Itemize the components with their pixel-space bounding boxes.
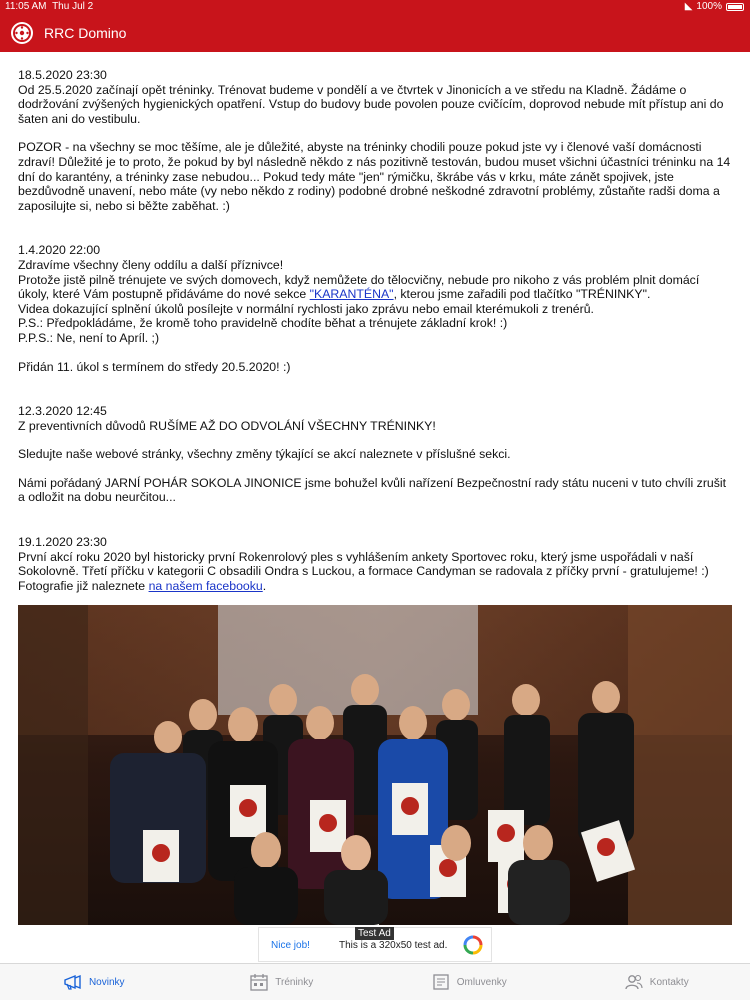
post-text: První akcí roku 2020 byl historicky první Rokenrolový ples s vyhlášením ankety Sportovec roku, který jsme uspořádali v naší Sokolovně. Třetí příčku v kategorii C obsadili Ondra s Luckou, a formace Candyman se radovala z příčky první - gratulujeme! :) Fotografie již naleznete	[18, 549, 709, 593]
post-paragraph: Z preventivních důvodů RUŠÍME AŽ DO ODVOLÁNÍ VŠECHNY TRÉNINKY!	[18, 418, 436, 433]
karantena-link[interactable]: "KARANTÉNA"	[309, 287, 394, 302]
post-paragraph: Od 25.5.2020 začínají opět tréninky. Trénovat budeme v pondělí a ve čtvrtek v Jinonicích a ve středu na Kladně. Žádáme o dodržování zvýšených hygienických opatření. Vstup do budovy bude povolen pouze cvičícím, doprovod nebude mít přístup ani do šaten ani do vestibulu.	[18, 82, 724, 126]
post-paragraph: Sledujte naše webové stránky, všechny změny týkající se akcí naleznete v příslušné sekci.	[18, 447, 511, 462]
wifi-icon: ◣	[684, 1, 693, 12]
tab-omluvenky[interactable]	[375, 964, 563, 1000]
status-bar	[0, 0, 750, 14]
battery-icon	[726, 3, 744, 11]
event-photo[interactable]	[18, 605, 732, 925]
tab-treninky[interactable]	[188, 964, 376, 1000]
battery-percent: 100%	[696, 1, 722, 12]
tab-novinky[interactable]	[0, 964, 188, 1000]
post-text: .	[262, 578, 267, 593]
ad-text: This is a 320x50 test ad.	[339, 940, 448, 951]
post-date: 18.5.2020 23:30	[18, 68, 107, 82]
tab-label: Novinky	[88, 976, 125, 988]
calendar-icon	[249, 973, 269, 991]
megaphone-icon	[63, 973, 83, 991]
test-ad-banner[interactable]	[258, 927, 492, 962]
news-post	[18, 68, 732, 213]
tab-label: Omluvenky	[456, 976, 507, 988]
post-paragraph	[18, 550, 732, 594]
post-paragraph	[18, 273, 732, 302]
tab-kontakty[interactable]	[563, 964, 750, 1000]
ad-headline: Nice job!	[271, 940, 310, 951]
app-logo-icon	[11, 22, 33, 44]
note-icon	[431, 973, 451, 991]
status-right	[685, 1, 744, 12]
post-paragraph: Námi pořádaný JARNÍ POHÁR SOKOLA JINONICE jsme bohužel kvůli nařízení Bezpečnostní rady státu nuceni v tuto chvíli zrušit a odložit na dobu neurčitou...	[18, 475, 727, 505]
status-time: 11:05 AM	[5, 1, 47, 12]
post-text: , kterou jsme zařadili pod tlačítko "TRÉNINKY".	[393, 287, 651, 302]
post-pps: P.P.S.: Ne, není to Apríl. ;)	[18, 330, 160, 345]
news-feed[interactable]	[0, 52, 750, 925]
post-date: 12.3.2020 12:45	[18, 404, 107, 419]
post-paragraph: Videa dokazující splnění úkolů posílejte v normální rychlosti jako zprávu nebo email kterémukoli z trenérů.	[18, 301, 594, 316]
post-date: 19.1.2020 23:30	[18, 535, 107, 550]
status-date: Thu Jul 2	[52, 1, 94, 12]
post-greeting: Zdravíme všechny členy oddílu a další příznivce!	[18, 257, 284, 272]
tab-label: Kontakty	[649, 976, 689, 988]
facebook-link[interactable]: na našem facebooku	[148, 578, 263, 593]
ad-label: Test Ad	[355, 927, 394, 940]
post-paragraph: Přidán 11. úkol s termínem do středy 20.5.2020! :)	[18, 359, 291, 374]
tab-label: Tréninky	[275, 976, 314, 988]
post-paragraph: POZOR - na všechny se moc těšíme, ale je důležité, abyste na tréninky chodili pouze pokud jste vy i členové vaší domácnosti zdraví! Důležité je to proto, že pokud by byl následně někdo z nás pozitivně testován, budou muset všichni účastníci tréninku na 14 dní do karantény, a tréninky zase nebudou... Pokud tedy máte "jen" rýmičku, škrábe vás v krku, máte zánět spojivek, jste bezdůvodně unavení, nebo máte (vy nebo někdo z rodiny) podobné drobné neškodné zdravotní problémy, zůstaňte radši doma a zaposilujte si, nebo si běžte zaběhat. :)	[18, 140, 731, 213]
post-text: Protože jistě pilně trénujete ve svých domovech, když nemůžete do tělocvičny, nebude pro nikoho z vás problém plnit domácí úkoly, které Vám postupně přidáváme do nové sekce	[18, 272, 700, 302]
news-post	[18, 243, 732, 374]
news-post	[18, 404, 732, 505]
ad-logo-icon	[463, 935, 483, 955]
contacts-icon	[624, 973, 644, 991]
post-date: 1.4.2020 22:00	[18, 243, 101, 258]
app-title: RRC Domino	[44, 25, 127, 41]
app-header	[0, 14, 750, 52]
tab-bar	[0, 963, 750, 1000]
status-time-date	[5, 1, 93, 12]
news-post	[18, 535, 732, 593]
post-ps: P.S.: Předpokládáme, že kromě toho pravidelně chodíte běhat a trénujete základní krok! :)	[18, 316, 508, 331]
